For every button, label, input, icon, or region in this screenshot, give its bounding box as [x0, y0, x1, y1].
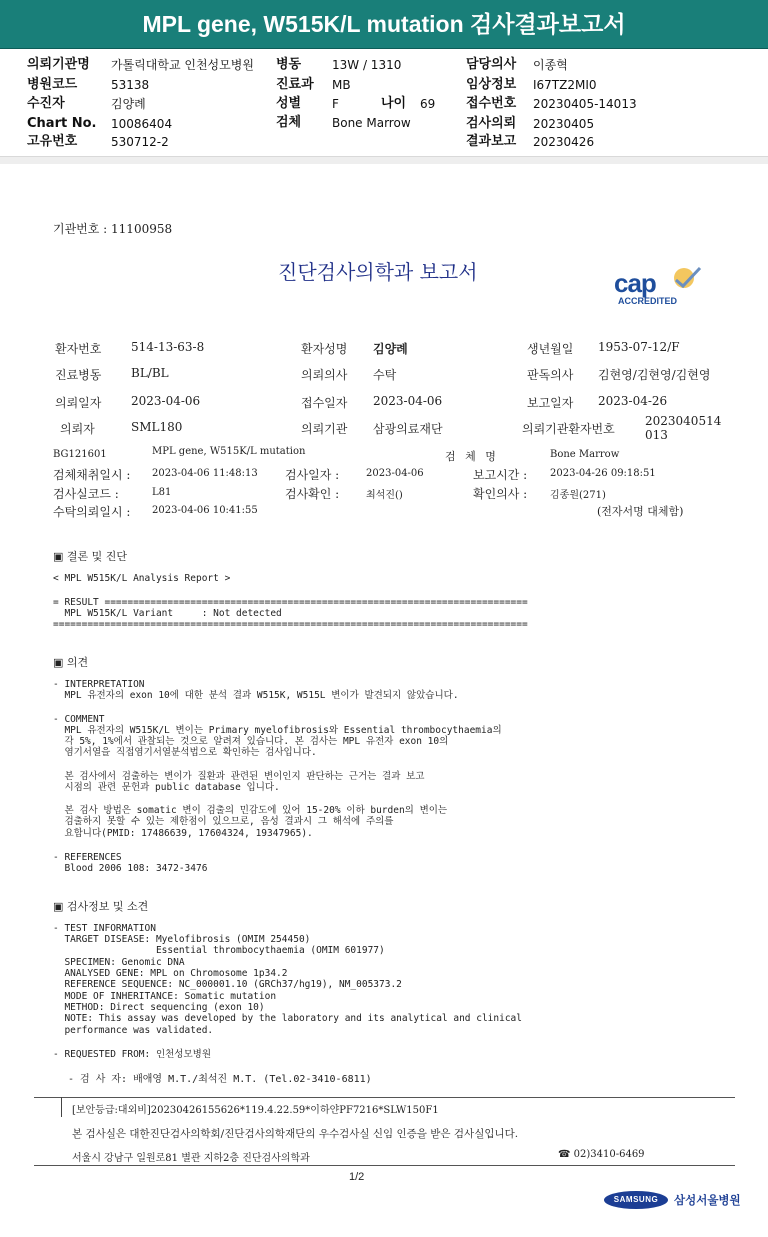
- meta-value: 김종원(271): [550, 490, 606, 501]
- age-value: 69: [420, 97, 436, 111]
- pt-label: 의뢰의사: [301, 368, 348, 382]
- institution-number: 기관번호 : 11100958: [53, 222, 173, 236]
- meta-label: 검체채취일시 :: [53, 468, 131, 482]
- pt-label: 환자성명: [301, 342, 348, 356]
- pt-value: 514-13-63-8: [131, 340, 205, 354]
- pt-value: SML180: [131, 420, 183, 434]
- specimen-value: Bone Marrow: [550, 449, 620, 460]
- comment-line: 염기서열을 직접염기서열분석법으로 확인하는 검사입니다.: [53, 747, 317, 758]
- lab-report-document: [0, 164, 768, 1237]
- header-value: 53138: [111, 78, 150, 92]
- meta-label: 수탁의뢰일시 :: [53, 505, 131, 519]
- reference-line: - REFERENCES: [53, 852, 122, 863]
- pt-value: 2023-04-26: [598, 394, 668, 408]
- header-label: 진료과: [276, 77, 314, 92]
- header-label: 고유번호: [27, 134, 78, 149]
- section-heading: ▣ 결론 및 진단: [53, 550, 128, 563]
- meta-label: 검사확인 :: [285, 487, 340, 501]
- header-label: 결과보고: [466, 134, 517, 149]
- info-line: MODE OF INHERITANCE: Somatic mutation: [53, 991, 277, 1002]
- header-value: Bone Marrow: [332, 116, 411, 130]
- examiner-line: - 검 사 자: 배애영 M.T./최석진 M.T. (Tel.02-3410-6811): [68, 1074, 372, 1085]
- header-label: 성별: [276, 96, 302, 111]
- pt-label: 접수일자: [301, 396, 348, 410]
- meta-value: 2023-04-06: [366, 468, 424, 479]
- comment-line: 각 5%, 1%에서 관찰되는 것으로 알려져 있습니다. 본 검사는 MPL 유전자 exon 10의: [53, 736, 449, 747]
- header-value: 가톨릭대학교 인천성모병원: [111, 58, 254, 72]
- header-value: 김양례: [111, 97, 146, 111]
- meta-label: 검사일자 :: [285, 468, 340, 482]
- test-name: MPL gene, W515K/L mutation: [152, 446, 306, 457]
- comment-line: 본 검사 방법은 somatic 변이 검출의 민감도에 있어 15-20% 이하 burden의 변이는: [53, 805, 448, 816]
- pt-value: 수탁: [373, 368, 397, 382]
- meta-value: 2023-04-26 09:18:51: [550, 468, 656, 479]
- page-number: 1/2: [349, 1171, 365, 1183]
- interp-line: MPL 유전자의 exon 10에 대한 분석 결과 W515K, W515L 변이가 발견되지 않았습니다.: [53, 690, 459, 701]
- header-label: 임상정보: [466, 77, 517, 92]
- pt-value: 삼광의료재단: [373, 422, 443, 436]
- header-label: 검체: [276, 115, 302, 130]
- result-line: = RESULT ==========================================================================: [53, 597, 528, 608]
- bg-code: BG121601: [53, 449, 107, 460]
- info-line: performance was validated.: [53, 1025, 214, 1036]
- cap-logo-sub: ACCREDITED: [618, 296, 678, 306]
- section-heading: ▣ 의견: [53, 656, 89, 669]
- reference-line: Blood 2006 108: 3472-3476: [53, 863, 208, 874]
- section-heading: ▣ 검사정보 및 소견: [53, 900, 149, 913]
- cap-logo-text: cap: [614, 268, 656, 298]
- esign-note: (전자서명 대체함): [597, 505, 684, 518]
- hospital-name: 삼성서울병원: [674, 1193, 741, 1207]
- info-line: Essential thrombocythaemia (OMIM 601977): [53, 945, 385, 956]
- header-separator: [0, 156, 768, 164]
- info-line: METHOD: Direct sequencing (exon 10): [53, 1002, 265, 1013]
- meta-value: L81: [152, 487, 172, 498]
- pt-value: 1953-07-12/F: [598, 340, 680, 354]
- pt-label: 의뢰일자: [55, 396, 102, 410]
- requested-from: - REQUESTED FROM: 인천성모병원: [53, 1049, 212, 1060]
- pt-label: 의뢰기관환자번호: [522, 422, 615, 436]
- footer-top-rule: [34, 1097, 735, 1098]
- pt-value: 김현영/김현영/김현영: [598, 368, 711, 382]
- pt-label: 판독의사: [527, 368, 574, 382]
- info-line: SPECIMEN: Genomic DNA: [53, 957, 185, 968]
- pt-value: 2023-04-06: [373, 394, 443, 408]
- pt-label: 의뢰기관: [301, 422, 348, 436]
- header-value: 10086404: [111, 117, 173, 131]
- meta-label: 확인의사 :: [473, 487, 528, 501]
- comment-line: 요합니다(PMID: 17486639, 17604324, 19347965).: [53, 828, 313, 839]
- header-label: 병동: [276, 57, 302, 72]
- header-label: 검사의뢰: [466, 116, 517, 131]
- header-value: F: [332, 97, 339, 111]
- pt-value: 2023040514013: [645, 414, 722, 442]
- samsung-hospital-logo: [604, 1190, 741, 1210]
- pt-value: 2023-04-06: [131, 394, 201, 408]
- header-value: I67TZ2MI0: [533, 78, 597, 92]
- comment-line: 검출하지 못할 수 있는 제한점이 있으므로, 음성 결과시 그 해석에 주의를: [53, 816, 394, 827]
- lab-address: 서울시 강남구 일원로81 별관 지하2층 진단검사의학과: [72, 1153, 310, 1164]
- meta-label: 보고시간 :: [473, 468, 528, 482]
- info-line: REFERENCE SEQUENCE: NC_000001.10 (GRCh37/hg19), NM_005373.2: [53, 979, 402, 990]
- analysis-report-title: < MPL W515K/L Analysis Report >: [53, 573, 231, 584]
- header-value: 20230426: [533, 135, 595, 149]
- meta-value: 2023-04-06 10:41:55: [152, 505, 258, 516]
- report-banner-title: MPL gene, W515K/L mutation 검사결과보고서: [0, 0, 768, 49]
- pt-label: 생년월일: [527, 342, 574, 356]
- result-line: ===================================================================================: [53, 619, 528, 630]
- pt-label: 의뢰자: [60, 422, 95, 436]
- comment-line: 본 검사에서 검출하는 변이가 질환과 관련된 변이인지 판단하는 근거는 결과 보고: [53, 771, 425, 782]
- header-value: 530712-2: [111, 135, 169, 149]
- certification-text: 본 검사실은 대한진단검사의학회/진단검사의학재단의 우수검사실 신임 인증을 받은 검사실입니다.: [72, 1128, 519, 1140]
- header-label: 담당의사: [466, 57, 517, 72]
- pt-value: BL/BL: [131, 366, 169, 380]
- pt-value: 김양례: [373, 342, 408, 356]
- comment-line: - COMMENT: [53, 714, 105, 725]
- header-value: 20230405: [533, 117, 595, 131]
- interp-line: - INTERPRETATION: [53, 679, 145, 690]
- header-label: 의뢰기관명: [27, 57, 90, 72]
- comment-line: 시점의 관련 문헌과 public database 입니다.: [53, 782, 280, 793]
- pt-label: 환자번호: [55, 342, 102, 356]
- pt-label: 진료병동: [55, 368, 102, 382]
- meta-label: 검사실코드 :: [53, 487, 119, 501]
- header-label: 접수번호: [466, 96, 517, 111]
- header-label: 수진자: [27, 96, 65, 111]
- meta-value: 최석진(): [366, 490, 403, 501]
- header-label: Chart No.: [27, 116, 97, 131]
- header-value: MB: [332, 78, 351, 92]
- info-line: TARGET DISEASE: Myelofibrosis (OMIM 254450): [53, 934, 311, 945]
- pt-label: 보고일자: [527, 396, 574, 410]
- header-value: 이종혁: [533, 58, 568, 72]
- header-value: 13W / 1310: [332, 58, 402, 72]
- info-line: NOTE: This assay was developed by the laboratory and its analytical and clinical: [53, 1013, 522, 1024]
- lab-phone: ☎ 02)3410-6469: [558, 1149, 645, 1160]
- cap-accredited-logo: [612, 264, 708, 308]
- security-line: [보안등급:대외비]20230426155626*119.4.22.59*이하얀PF7216*SLW150F1: [72, 1105, 439, 1116]
- header-label: 병원코드: [27, 77, 78, 92]
- samsung-wordmark: SAMSUNG: [604, 1191, 668, 1209]
- age-label: 나이: [381, 96, 407, 111]
- info-line: - TEST INFORMATION: [53, 923, 156, 934]
- result-line: MPL W515K/L Variant : Not detected: [53, 608, 282, 619]
- header-value: 20230405-14013: [533, 97, 637, 111]
- report-title: 진단검사의학과 보고서: [278, 260, 478, 284]
- comment-line: MPL 유전자의 W515K/L 변이는 Primary myelofibrosis와 Essential thrombocythaemia의: [53, 725, 502, 736]
- specimen-label: 검 체 명: [445, 450, 499, 463]
- footer-bottom-rule: [34, 1165, 735, 1166]
- info-line: ANALYSED GENE: MPL on Chromosome 1p34.2: [53, 968, 288, 979]
- meta-value: 2023-04-06 11:48:13: [152, 468, 258, 479]
- footer-vline: [61, 1097, 62, 1117]
